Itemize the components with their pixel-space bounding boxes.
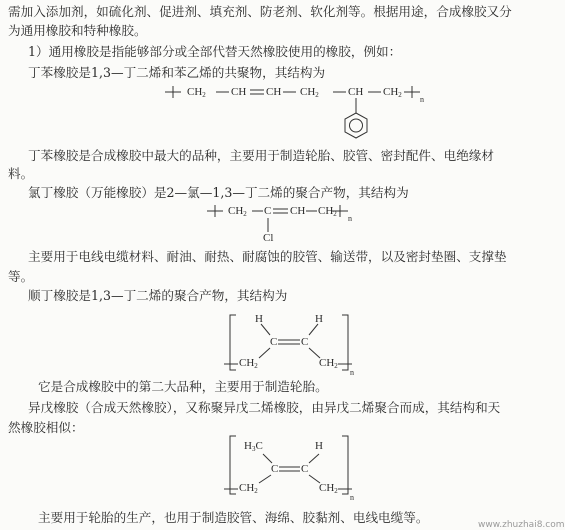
sbr-ch2-a: $CH_2$	[187, 86, 206, 99]
ir-ch2-right: $CH_2$	[319, 482, 338, 495]
paragraph-1-line-1: 需加入添加剂，如硫化剂、促进剂、填充剂、防老剂、软化剂等。根据用途，合成橡胶又分	[8, 4, 512, 19]
cr-ch: CH	[290, 205, 306, 217]
watermark: www.zhuzhai8.com	[478, 520, 565, 530]
ir-n-subscript: n	[350, 493, 354, 502]
sbr-ch2-f: $CH_2$	[383, 86, 402, 99]
br-h-left: H	[255, 313, 263, 325]
br-c-left: C	[270, 336, 278, 348]
ir-ch2-left: $CH_2$	[239, 482, 258, 495]
paragraph-general-rubber: 1）通用橡胶是指能够部分或全部代替天然橡胶使用的橡胶，例如：	[28, 44, 402, 59]
paragraph-sbr-usage-line-2: 料。	[8, 166, 34, 181]
cr-n-subscript: n	[348, 214, 352, 223]
sbr-n-subscript: n	[420, 95, 424, 104]
sbr-ch-e: CH	[348, 86, 364, 98]
paragraph-br-usage: 它是合成橡胶中的第二大品种，主要用于制造轮胎。	[38, 379, 328, 394]
sbr-ch2-d: $CH_2$	[300, 86, 319, 99]
br-n-subscript: n	[350, 368, 354, 377]
cr-c: C	[264, 205, 272, 217]
paragraph-br-intro: 顺丁橡胶是1,3—丁二烯的聚合产物，其结构为	[28, 288, 288, 303]
paragraph-1-line-2: 为通用橡胶和特种橡胶。	[8, 23, 147, 38]
paragraph-cr-usage-line-2: 等。	[8, 269, 34, 284]
ir-c-right: C	[301, 463, 309, 475]
ir-h-right: H	[315, 440, 323, 452]
ir-h3c: $H_3C$	[244, 440, 263, 453]
sbr-ch-b: CH	[231, 86, 247, 98]
paragraph-cr-intro: 氯丁橡胶（万能橡胶）是2—氯—1,3—丁二烯的聚合产物，其结构为	[28, 185, 409, 200]
paragraph-ir-intro-line-2: 然橡胶相似：	[8, 420, 84, 435]
cr-ch2-a: $CH_2$	[228, 205, 247, 218]
paragraph-sbr-intro: 丁苯橡胶是1,3—丁二烯和苯乙烯的共聚物，其结构为	[28, 65, 326, 80]
br-ch2-left: $CH_2$	[239, 357, 258, 370]
paragraph-ir-usage: 主要用于轮胎的生产，也用于制造胶管、海绵、胶黏剂、电线电缆等。	[38, 510, 429, 525]
cr-ch2-b: $CH_2$	[318, 205, 337, 218]
paragraph-ir-intro-line-1: 异戊橡胶（合成天然橡胶），又称聚异戊二烯橡胶，由异戊二烯聚合而成，其结构和天	[28, 400, 501, 415]
br-ch2-right: $CH_2$	[319, 357, 338, 370]
br-h-right: H	[315, 313, 323, 325]
sbr-ch-c: CH	[266, 86, 282, 98]
cr-chlorine: Cl	[263, 232, 274, 244]
paragraph-cr-usage-line-1: 主要用于电线电缆材料、耐油、耐热、耐腐蚀的胶管、输送带，以及密封垫圈、支撑垫	[28, 249, 507, 264]
ir-c-left: C	[271, 463, 279, 475]
paragraph-sbr-usage-line-1: 丁苯橡胶是合成橡胶中最大的品种，主要用于制造轮胎、胶管、密封配件、电绝缘材	[28, 148, 494, 163]
br-c-right: C	[301, 336, 309, 348]
